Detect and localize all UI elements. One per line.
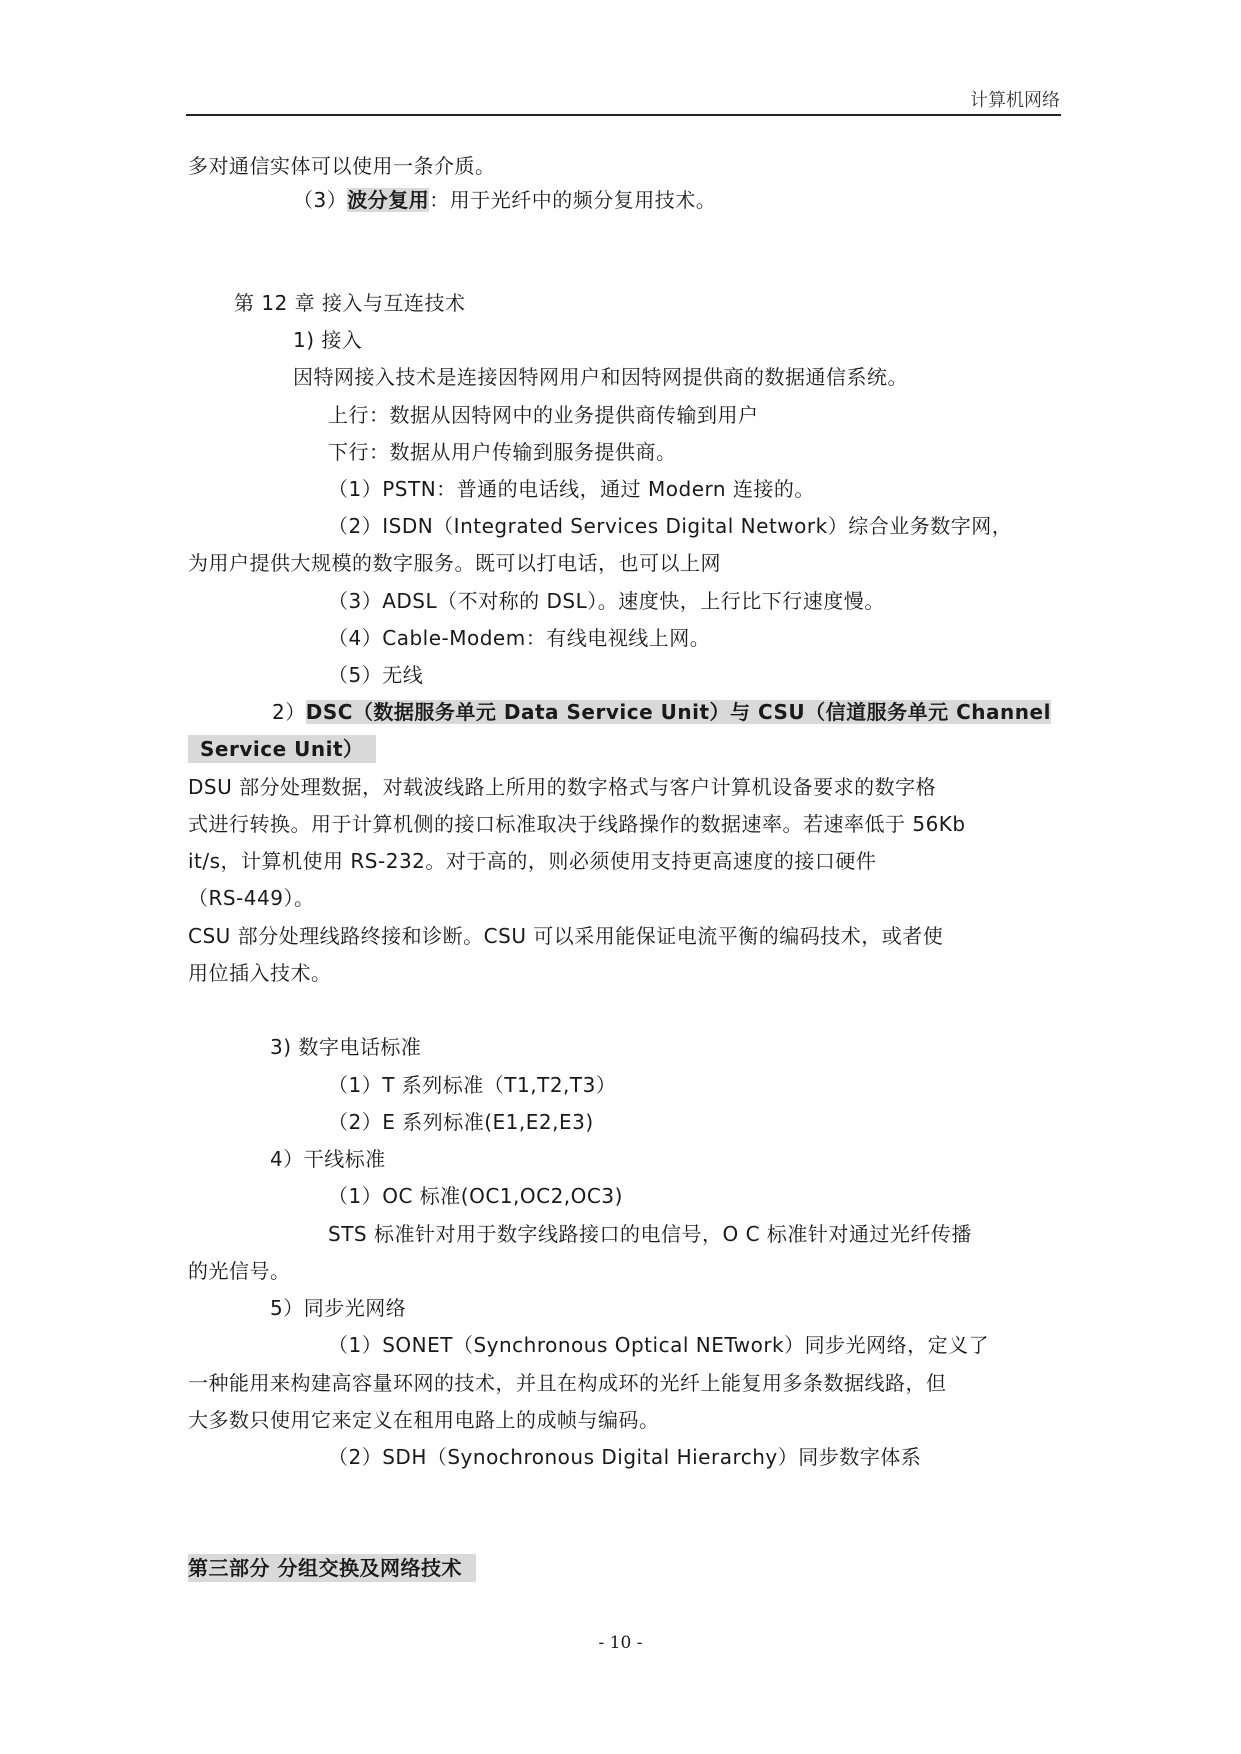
text-line: STS 标准针对用于数字线路接口的电信号，O C 标准针对通过光纤传播 xyxy=(328,1222,972,1246)
highlighted-term: 波分复用 xyxy=(347,188,430,212)
text-line: DSU 部分处理数据，对载波线路上所用的数字格式与客户计算机设备要求的数字格 xyxy=(188,775,937,799)
chapter-heading: 第 12 章 接入与互连技术 xyxy=(234,291,466,315)
section-heading: 1) 接入 xyxy=(293,328,363,352)
section-heading: 4）干线标准 xyxy=(270,1147,386,1171)
list-item: （1）PSTN：普通的电话线，通过 Modern 连接的。 xyxy=(328,477,815,501)
text-line: 用位插入技术。 xyxy=(188,961,332,985)
text-line: 式进行转换。用于计算机侧的接口标准取决于线路操作的数据速率。若速率低于 56Kb xyxy=(188,812,966,836)
list-item: （1）SONET（Synchronous Optical NETwork）同步光网络，定义了 xyxy=(328,1333,990,1357)
text-line: 大多数只使用它来定义在租用电路上的成帧与编码。 xyxy=(188,1408,660,1432)
list-item: （1）T 系列标准（T1,T2,T3） xyxy=(328,1073,617,1097)
text-line: 因特网接入技术是连接因特网用户和因特网提供商的数据通信系统。 xyxy=(293,365,908,389)
page-number: - 10 - xyxy=(598,1633,643,1653)
list-item: （2）E 系列标准(E1,E2,E3) xyxy=(328,1110,594,1134)
text-line: 上行：数据从因特网中的业务提供商传输到用户 xyxy=(328,403,759,427)
text-line: 下行：数据从用户传输到服务提供商。 xyxy=(328,440,677,464)
highlighted-heading: DSC（数据服务单元 Data Service Unit）与 CSU（信道服务单元 Channel xyxy=(305,700,1051,724)
list-item: （1）OC 标准(OC1,OC2,OC3) xyxy=(328,1184,623,1208)
text-line: 多对通信实体可以使用一条介质。 xyxy=(188,154,496,178)
part-heading: 第三部分 分组交换及网络技术 xyxy=(188,1554,476,1582)
text-line: it/s，计算机使用 RS-232。对于高的，则必须使用支持更高速度的接口硬件 xyxy=(188,849,877,873)
list-item: （5）无线 xyxy=(328,663,424,687)
text-line: （RS-449）。 xyxy=(188,886,315,910)
list-item: （4）Cable-Modem：有线电视线上网。 xyxy=(328,626,711,650)
list-item: （2）ISDN（Integrated Services Digital Network）综合业务数字网， xyxy=(328,514,1013,538)
section-heading: 5）同步光网络 xyxy=(270,1296,407,1320)
section-heading: 2）DSC（数据服务单元 Data Service Unit）与 CSU（信道服务单元 Channel xyxy=(272,700,1051,724)
text-line: 一种能用来构建高容量环网的技术，并且在构成环的光纤上能复用多条数据线路，但 xyxy=(188,1371,947,1395)
text-line: 的光信号。 xyxy=(188,1259,291,1283)
header-rule xyxy=(186,114,1061,116)
section-heading: 3) 数字电话标准 xyxy=(270,1035,422,1059)
text-line: CSU 部分处理线路终接和诊断。CSU 可以采用能保证电流平衡的编码技术，或者使 xyxy=(188,924,944,948)
highlighted-heading: Service Unit） xyxy=(188,735,376,763)
text-line: 为用户提供大规模的数字服务。既可以打电话，也可以上网 xyxy=(188,551,721,575)
list-item: （3）ADSL（不对称的 DSL）。速度快，上行比下行速度慢。 xyxy=(328,589,885,613)
text-line: （3）波分复用：用于光纤中的频分复用技术。 xyxy=(293,188,717,212)
running-header: 计算机网络 xyxy=(970,90,1060,111)
list-item: （2）SDH（Synochronous Digital Hierarchy）同步数字体系 xyxy=(328,1445,922,1469)
